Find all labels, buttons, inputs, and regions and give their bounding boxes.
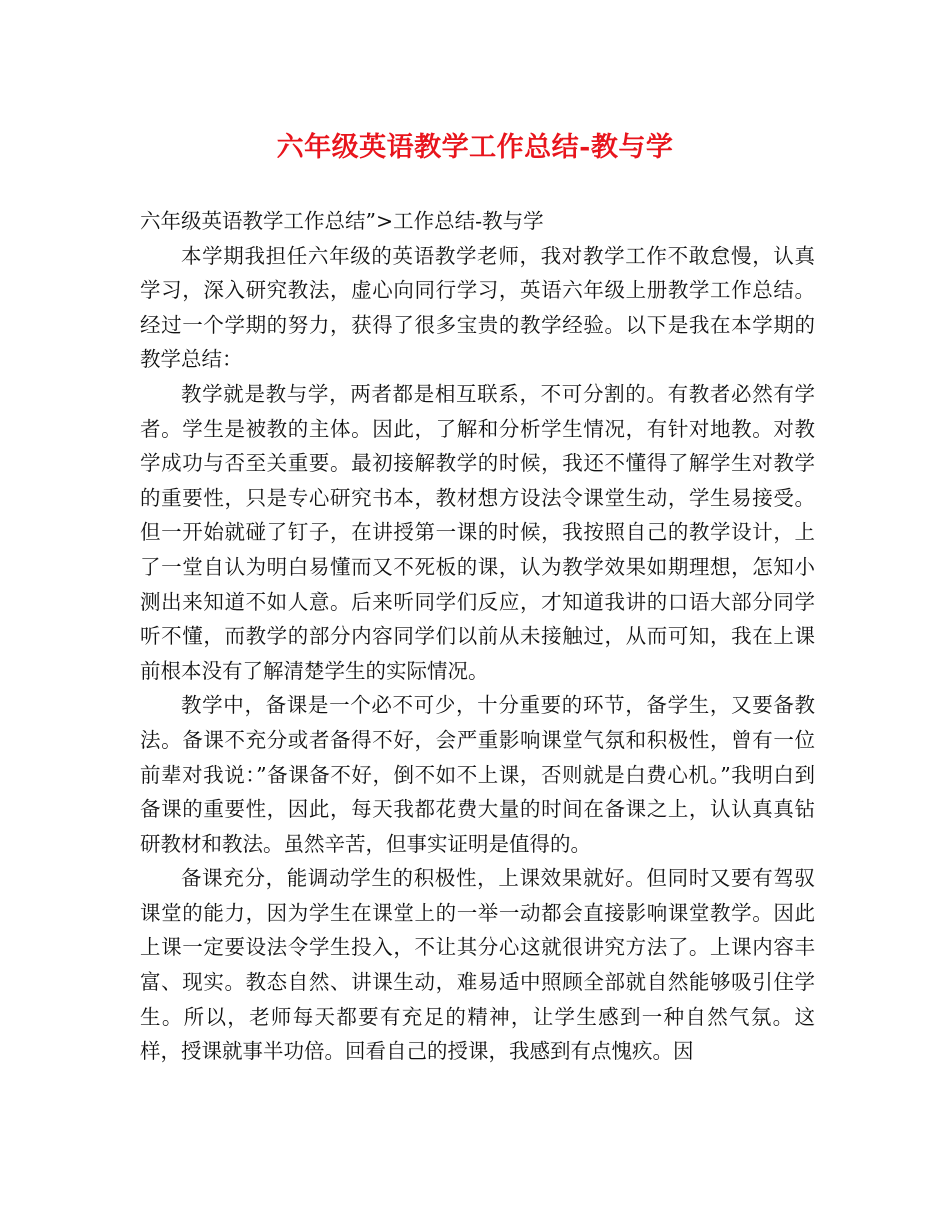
document-subtitle: 六年级英语教学工作总结”>工作总结-教与学 xyxy=(140,209,544,233)
paragraph: 教学中，备课是一个必不可少，十分重要的环节，备学生，又要备教法。备课不充分或者备得不好，会严重影响课堂气氛和积极性，曾有一位前辈对我说：”备课备不好，倒不如不上课，否则就是白费心机。”我明白到备课的重要性，因此，每天我都花费大量的时间在备课之上，认认真真钻研教材和教法。虽然辛苦，但事实证明是值得的。 xyxy=(140,693,815,856)
paragraph: 本学期我担任六年级的英语教学老师，我对教学工作不敢怠慢，认真学习，深入研究教法，虚心向同行学习，英语六年级上册教学工作总结。经过一个学期的努力，获得了很多宝贵的教学经验。以下是我在本学期的教学总结： xyxy=(140,243,815,372)
document-title: 六年级英语教学工作总结-教与学 xyxy=(276,132,674,163)
paragraph: 备课充分，能调动学生的积极性，上课效果就好。但同时又要有驾驭课堂的能力，因为学生在课堂上的一举一动都会直接影响课堂教学。因此上课一定要设法令学生投入，不让其分心这就很讲究方法了。上课内容丰富、现实。教态自然、讲课生动，难易适中照顾全部就自然能够吸引住学生。所以，老师每天都要有充足的精神，让学生感到一种自然气氛。这样，授课就事半功倍。回看自己的授课，我感到有点愧疚。因 xyxy=(140,866,815,1064)
document-body xyxy=(140,204,815,1069)
paragraph: 教学就是教与学，两者都是相互联系，不可分割的。有教者必然有学者。学生是被教的主体。因此，了解和分析学生情况，有针对地教。对教学成功与否至关重要。最初接解教学的时候，我还不懂得了解学生对教学的重要性，只是专心研究书本，教材想方设法令课堂生动，学生易接受。但一开始就碰了钉子，在讲授第一课的时候，我按照自己的教学设计，上了一堂自认为明白易懂而又不死板的课，认为教学效果如期理想，怎知小测出来知道不如人意。后来听同学们反应，才知道我讲的口语大部分同学听不懂，而教学的部分内容同学们以前从未接触过，从而可知，我在上课前根本没有了解清楚学生的实际情况。 xyxy=(140,381,815,683)
